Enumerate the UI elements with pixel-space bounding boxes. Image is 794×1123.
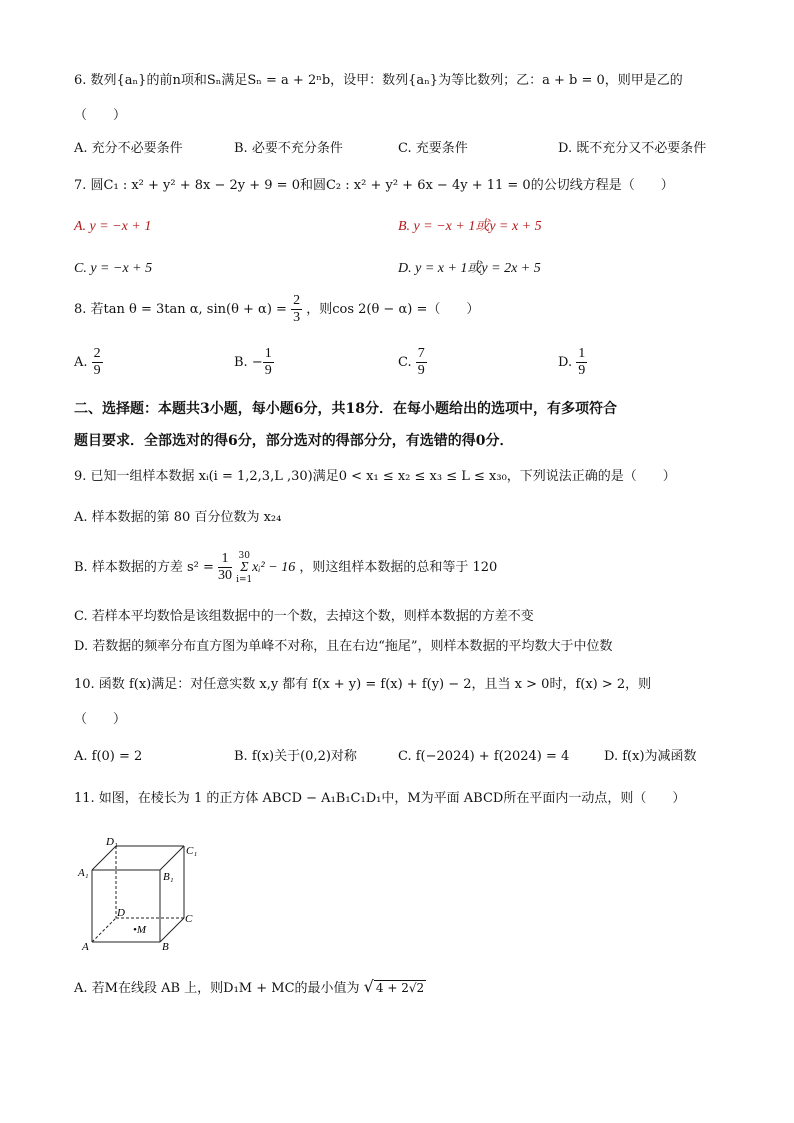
q7-option-b: B. y = −x + 1或y = x + 5: [398, 219, 542, 234]
q6-stem: 6. 数列{aₙ}的前n项和Sₙ满足Sₙ = a + 2ⁿb，设甲：数列{aₙ}为等比数列；乙：a + b = 0，则甲是乙的: [74, 73, 683, 88]
q8-option-b-den: 9: [264, 363, 272, 378]
q8-stem-a: 8. 若tan θ = 3tan α, sin(θ + α) =: [74, 302, 287, 317]
q8-fraction-den: 3: [293, 310, 301, 325]
q8-option-c-frac: [416, 346, 427, 379]
label-b: B: [162, 941, 169, 953]
q8-option-d-frac: [576, 346, 587, 379]
q9-option-c: C. 若样本平均数恰是该组数据中的一个数，去掉这个数，则样本数据的方差不变: [74, 609, 534, 624]
section2-heading-line1: 二、选择题：本题共3小题，每小题6分，共18分．在每小题给出的选项中，有多项符合: [74, 401, 617, 417]
q9-option-b: [74, 548, 497, 588]
q8-option-d: [558, 345, 587, 381]
q7-option-d: D. y = x + 1或y = 2x + 5: [398, 261, 541, 276]
q6-option-b: B. 必要不充分条件: [234, 141, 343, 156]
q8-option-b: [234, 345, 274, 381]
q6-option-a: A. 充分不必要条件: [74, 141, 183, 156]
q8-option-b-num: 1: [264, 346, 272, 361]
q8-option-c-num: 7: [417, 346, 425, 361]
q7-option-c: C. y = −x + 5: [74, 261, 153, 276]
label-b1: B₁: [163, 871, 174, 883]
label-a: A: [82, 941, 89, 953]
q8-option-a: [74, 345, 103, 381]
q9-option-d: D. 若数据的频率分布直方图为单峰不对称，且在右边“拖尾”，则样本数据的平均数大于中位数: [74, 639, 613, 654]
q10-option-c: C. f(−2024) + f(2024) = 4: [398, 749, 570, 764]
q6-option-d: D. 既不充分又不必要条件: [558, 141, 707, 156]
label-c: C: [185, 913, 193, 925]
q9-option-b-den: 30: [218, 568, 232, 583]
q9-option-b-sum: Σ xᵢ² − 16: [240, 560, 296, 575]
cube-figure: [76, 834, 196, 954]
q8-option-a-num: 2: [93, 346, 101, 361]
q7-stem: 7. 圆C₁ : x² + y² + 8x − 2y + 9 = 0和圆C₂ : x² + y² + 6x − 4y + 11 = 0的公切线方程是（ ）: [74, 178, 674, 193]
q9-sum-top: 30: [238, 550, 250, 561]
q8-option-b-label: B.: [234, 355, 248, 370]
q9-option-b-text-a: B. 样本数据的方差 s² =: [74, 560, 214, 575]
q8-option-a-label: A.: [74, 355, 88, 370]
q8-option-b-frac: [263, 346, 274, 379]
q8-option-d-num: 1: [578, 346, 586, 361]
label-c1: C₁: [186, 845, 198, 857]
q8-option-a-den: 9: [93, 363, 101, 378]
label-d1: D₁: [106, 836, 118, 848]
q8-stem-b: ，则cos 2(θ − α) =（ ）: [306, 302, 480, 317]
label-m: •M: [133, 924, 147, 936]
q10-option-a: A. f(0) = 2: [74, 749, 143, 764]
q9-stem: 9. 已知一组样本数据 xᵢ(i = 1,2,3,L ,30)满足0 < x₁ ≤ x₂ ≤ x₃ ≤ L ≤ x₃₀，下列说法正确的是（ ）: [74, 469, 676, 484]
q8-option-a-frac: [92, 346, 103, 379]
q8-option-b-sign: −: [251, 355, 263, 370]
q9-sum-bottom: i=1: [236, 574, 253, 585]
q9-option-b-text-b: ，则这组样本数据的总和等于 120: [299, 560, 498, 575]
q8-option-d-den: 9: [578, 363, 586, 378]
q8-option-c-den: 9: [417, 363, 425, 378]
q10-stem: 10. 函数 f(x)满足：对任意实数 x,y 都有 f(x + y) = f(x) + f(y) − 2，且当 x > 0时，f(x) > 2，则: [74, 677, 652, 692]
q11-option-a-root: 4 + 2√2: [375, 981, 425, 995]
q9-option-b-num: 1: [218, 551, 232, 568]
q8-fraction: [291, 293, 302, 326]
q6-option-c: C. 充要条件: [398, 141, 468, 156]
section2-heading-line2: 题目要求．全部选对的得6分，部分选对的得部分分，有选错的得0分．: [74, 433, 514, 449]
q6-paren: （ ）: [74, 108, 127, 123]
q10-option-b: B. f(x)关于(0,2)对称: [234, 749, 357, 764]
label-a1: A₁: [78, 867, 89, 879]
q8-option-c: [398, 345, 427, 381]
q8-option-c-label: C.: [398, 355, 412, 370]
q8-fraction-num: 2: [293, 293, 301, 308]
q8-option-d-label: D.: [558, 355, 573, 370]
q9-option-a: A. 样本数据的第 80 百分位数为 x₂₄: [74, 510, 282, 525]
q11-stem: 11. 如图，在棱长为 1 的正方体 ABCD − A₁B₁C₁D₁中，M为平面 ABCD所在平面内一动点，则（ ）: [74, 791, 686, 806]
sqrt-icon: √: [363, 977, 374, 996]
q7-option-a: A. y = −x + 1: [74, 219, 152, 234]
label-d: D: [117, 907, 125, 919]
q10-option-d: D. f(x)为减函数: [604, 749, 697, 764]
q11-option-a: [74, 978, 426, 998]
q8-stem: [74, 292, 479, 328]
q10-paren: （ ）: [74, 712, 127, 727]
q9-option-b-frac: [218, 551, 232, 584]
q11-option-a-text: A. 若M在线段 AB 上，则D₁M + MC的最小值为: [74, 981, 360, 996]
